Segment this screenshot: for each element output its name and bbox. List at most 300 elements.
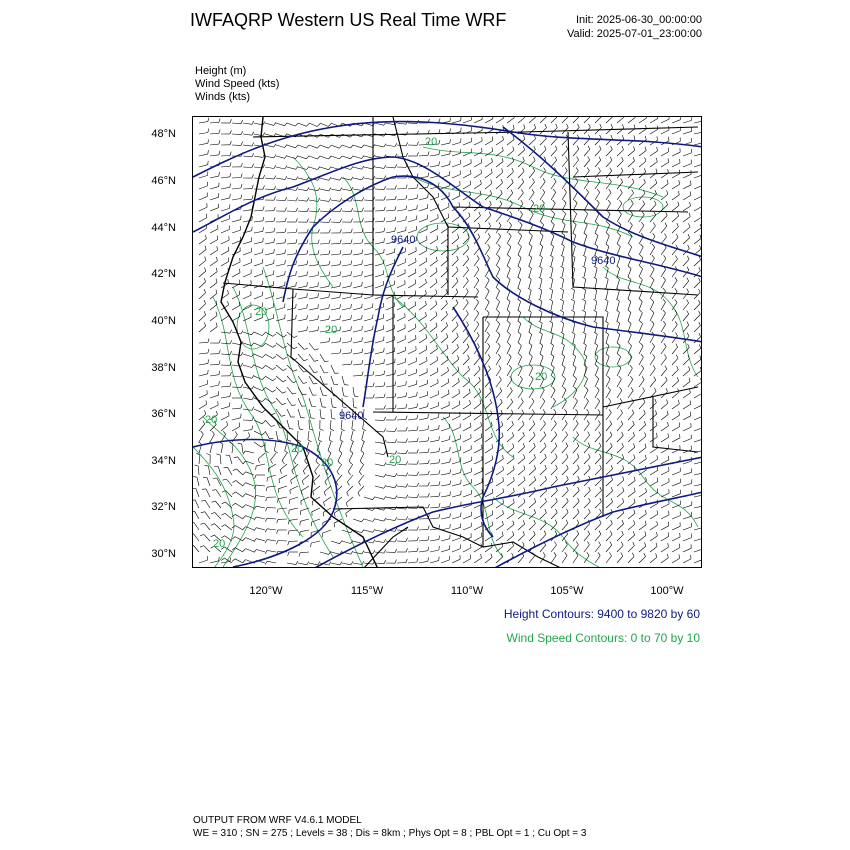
wind-barb <box>639 335 643 343</box>
wind-barb <box>474 313 479 321</box>
wind-barb <box>258 453 265 459</box>
wind-barb-flag <box>274 176 276 180</box>
wind-barb-flag <box>469 213 470 217</box>
wind-barb-flag <box>470 181 471 185</box>
wind-barb-flag <box>362 551 364 554</box>
wind-barb <box>256 550 265 553</box>
wind-barb <box>496 357 501 365</box>
wind-barb-flag <box>254 539 256 542</box>
wind-barb <box>441 282 448 288</box>
wind-barb-flag <box>208 359 209 363</box>
wind-barb-flag <box>446 289 448 293</box>
wind-barb-flag <box>556 509 558 513</box>
wind-barb <box>639 557 646 563</box>
wind-barb <box>215 512 221 519</box>
wind-barb-flag <box>610 168 612 171</box>
wind-barb <box>430 383 438 387</box>
init-time: Init: 2025-06-30_00:00:00 <box>576 14 702 26</box>
wind-barb-flag <box>508 343 511 346</box>
wind-barb <box>595 480 601 486</box>
wind-barb <box>573 356 576 365</box>
wind-barb <box>595 502 601 508</box>
wind-barb <box>595 435 601 442</box>
wind-barb <box>650 226 655 233</box>
wind-barb-flag <box>492 147 493 151</box>
wind-barb-flag <box>488 354 490 357</box>
wind-barb <box>265 332 273 336</box>
wind-barb-flag <box>657 117 658 119</box>
wind-barb <box>278 486 287 489</box>
wind-barb <box>441 326 448 332</box>
wind-barb-flag <box>700 356 701 360</box>
wind-contour <box>523 317 586 407</box>
wind-barb <box>430 327 437 333</box>
wind-barb <box>474 184 481 189</box>
wind-barb <box>507 481 514 486</box>
wind-barb-flag <box>395 439 397 443</box>
wind-barb <box>617 258 620 267</box>
wind-barb-flag <box>513 499 514 503</box>
wind-barb-flag <box>466 277 468 280</box>
wind-barb <box>639 269 643 277</box>
wind-barb-flag <box>578 476 580 480</box>
wind-barb <box>584 435 590 442</box>
wind-barb <box>331 189 340 191</box>
wind-barb-flag <box>691 181 692 185</box>
wind-barb <box>430 208 438 211</box>
wind-barb <box>408 407 417 409</box>
wind-barb <box>694 484 702 486</box>
wind-barb <box>485 448 493 453</box>
wind-barb-flag <box>586 189 589 192</box>
wind-barb <box>672 325 677 332</box>
wind-barb <box>540 469 546 475</box>
wind-barb-flag <box>208 370 209 374</box>
wind-barb-flag <box>273 356 276 359</box>
wind-barb-flag <box>436 301 437 305</box>
wind-barb <box>595 379 599 387</box>
wind-barb <box>518 535 525 541</box>
wind-barb-flag <box>243 461 246 464</box>
wind-barb-flag <box>600 465 602 469</box>
wind-barb <box>595 491 602 497</box>
wind-barb-flag <box>239 423 240 427</box>
wind-barb-flag <box>478 366 480 370</box>
wind-barb <box>496 369 501 377</box>
wind-barb-flag <box>481 554 482 558</box>
wind-barb <box>441 239 448 244</box>
wind-barb-flag <box>406 516 408 520</box>
wind-barb-flag <box>362 271 363 275</box>
variable-label-height: Height (m) <box>195 65 247 77</box>
wind-barb-flag <box>632 179 634 183</box>
wind-barb <box>309 343 315 350</box>
wind-barb <box>562 192 567 200</box>
wind-barb-flag <box>621 542 623 546</box>
wind-barb-flag <box>252 332 255 335</box>
wind-barb-flag <box>478 223 480 227</box>
wind-barb <box>254 123 263 125</box>
wind-barb <box>606 435 612 442</box>
wind-barb-flag <box>577 146 579 150</box>
wind-barb <box>235 503 243 508</box>
wind-barb-flag <box>323 512 324 516</box>
wind-barb <box>452 314 458 321</box>
wind-barb-flag <box>507 321 510 324</box>
wind-barb <box>336 475 342 482</box>
wind-barb <box>518 279 521 288</box>
wind-barb <box>207 478 210 487</box>
wind-contour-label: 20 <box>291 443 304 455</box>
wind-barb <box>210 133 219 134</box>
wind-barb-flag <box>587 167 589 170</box>
wind-barb-flag <box>274 451 277 453</box>
wind-barb-flag <box>589 124 591 128</box>
wind-barb <box>276 365 283 371</box>
lat-label: 32°N <box>151 501 176 513</box>
lat-label: 34°N <box>151 455 176 467</box>
wind-barb-flag <box>296 208 298 212</box>
wind-barb-flag <box>554 420 556 423</box>
wind-barb <box>551 357 554 366</box>
wind-barb-flag <box>373 529 375 532</box>
wind-barb <box>540 139 546 145</box>
wind-barb-flag <box>513 444 514 448</box>
wind-barb <box>639 380 644 387</box>
wind-barb-flag <box>560 299 564 301</box>
wind-barb <box>507 193 513 200</box>
wind-barb <box>430 485 439 486</box>
wind-barb <box>303 464 309 471</box>
wind-barb <box>694 293 700 300</box>
wind-barb-flag <box>201 523 205 524</box>
wind-barb-flag <box>362 239 363 243</box>
wind-barb <box>540 524 546 531</box>
wind-barb-flag <box>563 376 566 379</box>
wind-contour <box>573 437 698 527</box>
wind-barb <box>243 167 252 168</box>
wind-barb-flag <box>362 197 364 201</box>
wind-barb-flag <box>699 333 701 337</box>
wind-barb <box>199 353 208 354</box>
wind-barb-flag <box>549 277 552 279</box>
wind-barb-flag <box>304 348 308 350</box>
height-contour <box>193 122 702 177</box>
wind-barb-flag <box>597 189 599 192</box>
wind-barb-flag <box>687 289 689 293</box>
wind-barb <box>342 319 351 321</box>
wind-barb <box>246 494 254 497</box>
wind-barb-flag <box>384 417 386 421</box>
wind-barb <box>562 469 568 476</box>
wind-barb <box>298 330 307 332</box>
wind-barb <box>289 519 298 520</box>
wind-barb <box>617 379 621 387</box>
wind-barb-flag <box>652 343 654 346</box>
wind-barb-flag <box>521 189 523 192</box>
wind-barb <box>320 319 329 321</box>
wind-barb-flag <box>395 185 397 189</box>
wind-barb-flag <box>362 530 365 533</box>
wind-barb-flag <box>657 136 658 140</box>
wind-barb-flag <box>193 523 194 524</box>
wind-barb-flag <box>395 196 396 200</box>
wind-barb-flag <box>232 492 235 494</box>
wind-barb-flag <box>340 240 341 244</box>
wind-barb-flag <box>439 459 440 463</box>
wind-barb-flag <box>470 400 471 404</box>
wind-barb <box>694 416 702 420</box>
state-line <box>253 127 698 137</box>
wind-barb <box>496 481 504 486</box>
wind-barb-flag <box>510 387 512 390</box>
wind-barb <box>496 172 503 178</box>
wind-barb-flag <box>556 476 558 480</box>
wind-barb-flag <box>219 151 220 155</box>
wind-barb-flag <box>329 315 330 319</box>
wind-barb <box>452 142 461 145</box>
wind-barb <box>309 330 318 332</box>
wind-barb <box>254 354 262 358</box>
wind-barb <box>452 196 460 200</box>
wind-barb <box>474 471 482 475</box>
wind-barb <box>518 335 521 344</box>
wind-barb <box>353 156 362 159</box>
wind-barb <box>278 497 287 499</box>
wind-barb <box>661 226 667 233</box>
wind-barb <box>529 182 535 189</box>
wind-barb <box>661 493 669 497</box>
wind-barb-flag <box>274 155 276 158</box>
wind-barb <box>342 275 351 277</box>
wind-barb <box>463 427 471 431</box>
wind-barb <box>683 382 690 388</box>
wind-barb <box>397 385 406 387</box>
wind-barb-flag <box>687 300 689 304</box>
wind-barb <box>331 178 340 180</box>
wind-barb-flag <box>521 398 523 401</box>
wind-barb-flag <box>634 510 635 514</box>
wind-barb <box>694 538 702 541</box>
wind-barb <box>474 558 482 563</box>
wind-barb-flag <box>332 418 336 419</box>
wind-barb <box>232 273 240 277</box>
wind-barb-flag <box>351 304 352 308</box>
wind-barb <box>474 426 482 431</box>
wind-barb-flag <box>700 245 701 249</box>
wind-barb <box>342 541 351 544</box>
wind-barb <box>474 248 480 255</box>
wind-barb <box>518 301 521 310</box>
wind-barb <box>397 328 405 332</box>
wind-barb-flag <box>204 278 205 282</box>
wind-barb <box>236 481 243 487</box>
wind-barb <box>463 461 471 464</box>
wind-barb <box>463 142 471 145</box>
wind-barb <box>320 211 329 212</box>
wind-barb-flag <box>351 282 352 286</box>
wind-barb <box>386 486 395 488</box>
wind-barb <box>628 161 635 167</box>
wind-barb-flag <box>654 388 656 392</box>
wind-barb-flag <box>689 378 690 382</box>
wind-barb <box>606 236 609 244</box>
wind-barb-flag <box>351 551 353 554</box>
wind-barb <box>331 541 340 544</box>
wind-barb-flag <box>572 244 575 246</box>
wind-barb <box>221 343 230 344</box>
wind-barb <box>375 264 384 267</box>
wind-barb-flag <box>276 541 278 545</box>
wind-barb <box>529 225 533 233</box>
wind-barb <box>562 512 568 519</box>
wind-barb-flag <box>512 553 514 557</box>
wind-barb-flag <box>340 208 342 212</box>
wind-barb <box>430 360 438 365</box>
wind-barb-flag <box>497 332 500 335</box>
wind-barb <box>672 415 680 420</box>
wind-barb-flag <box>317 124 320 127</box>
wind-barb-flag <box>329 440 332 442</box>
wind-barb <box>210 197 219 200</box>
wind-barb-flag <box>271 460 273 464</box>
wind-barb <box>562 345 564 354</box>
wind-barb-flag <box>666 377 668 381</box>
wind-barb-flag <box>436 323 437 327</box>
wind-barb <box>683 559 691 563</box>
wind-barb-flag <box>574 211 577 214</box>
wind-barb-flag <box>510 211 512 214</box>
wind-barb-flag <box>406 450 408 454</box>
wind-barb <box>672 195 679 200</box>
wind-barb-flag <box>340 219 342 223</box>
wind-barb-flag <box>313 491 314 495</box>
wind-barb <box>606 480 613 486</box>
wind-barb-flag <box>395 539 397 543</box>
wind-barb <box>694 517 702 519</box>
wind-barb <box>441 143 450 145</box>
wind-barb <box>562 491 568 497</box>
wind-barb-flag <box>219 172 220 176</box>
wind-barb <box>661 403 668 409</box>
wind-barb <box>397 317 405 321</box>
wind-barb-flag <box>228 279 229 283</box>
wind-barb <box>386 497 395 499</box>
wind-barb <box>309 354 314 361</box>
wind-barb-flag <box>288 531 289 535</box>
wind-barb <box>628 247 632 255</box>
wind-barb-flag <box>577 432 579 435</box>
wind-barb-flag <box>439 546 440 550</box>
wind-barb-flag <box>645 147 646 151</box>
wind-barb-flag <box>428 173 429 177</box>
wind-barb-flag <box>555 443 557 447</box>
wind-barb-flag <box>417 494 419 498</box>
wind-barb-flag <box>653 365 655 368</box>
wind-barb <box>353 330 362 332</box>
wind-barb-flag <box>216 323 217 327</box>
wind-barb-flag <box>436 334 437 338</box>
wind-barb-flag <box>263 227 264 231</box>
wind-barb <box>254 332 262 336</box>
wind-barb-flag <box>395 484 397 487</box>
wind-barb-flag <box>567 498 569 502</box>
wind-barb-flag <box>417 152 419 156</box>
wind-barb <box>243 220 252 222</box>
wind-barb-flag <box>611 135 613 139</box>
wind-barb <box>562 379 566 387</box>
wind-barb <box>683 439 691 443</box>
wind-barb <box>584 446 590 453</box>
wind-barb <box>353 243 362 244</box>
wind-barb <box>386 167 395 168</box>
wind-barb-flag <box>436 279 437 283</box>
wind-barb <box>573 545 578 552</box>
wind-barb-flag <box>212 490 216 491</box>
wind-barb <box>650 503 658 508</box>
wind-barb-flag <box>497 266 500 269</box>
wind-barb <box>430 176 439 178</box>
wind-barb-flag <box>217 236 218 240</box>
wind-barb <box>584 182 589 190</box>
wind-barb <box>254 420 262 424</box>
wind-barb <box>551 469 557 475</box>
wind-barb <box>661 280 666 288</box>
wind-barb-flag <box>577 531 579 535</box>
wind-barb-flag <box>291 480 292 484</box>
wind-barb-flag <box>351 166 353 169</box>
wind-barb <box>694 132 702 134</box>
wind-barb <box>210 229 218 233</box>
wind-barb <box>496 470 504 475</box>
wind-barb <box>683 359 690 365</box>
wind-barb <box>529 257 532 266</box>
wind-barb-flag <box>663 288 666 291</box>
wind-barb-flag <box>339 145 342 148</box>
wind-barb <box>287 398 292 406</box>
wind-barb-flag <box>482 445 483 449</box>
wind-barb <box>276 232 285 233</box>
wind-barb-flag <box>304 359 308 360</box>
wind-barb <box>639 459 646 464</box>
wind-barb-flag <box>384 518 386 521</box>
wind-barb <box>639 204 645 211</box>
wind-barb-flag <box>598 409 600 412</box>
wind-barb <box>584 512 590 519</box>
wind-barb-flag <box>491 169 492 173</box>
wind-barb <box>562 412 567 420</box>
wind-barb <box>441 495 450 497</box>
wind-barb <box>342 156 351 159</box>
wind-barb <box>348 464 353 472</box>
wind-barb <box>573 512 579 519</box>
wind-barb <box>672 404 679 409</box>
wind-barb <box>661 324 666 332</box>
wind-barb-flag <box>556 124 558 128</box>
wind-barb <box>628 357 632 365</box>
wind-barb-flag <box>577 520 579 524</box>
wind-barb-flag <box>318 250 319 254</box>
wind-barb <box>246 483 254 486</box>
wind-barb-flag <box>318 208 320 212</box>
wind-barb-flag <box>329 167 332 170</box>
wind-barb <box>518 193 523 200</box>
wind-barb <box>573 323 575 332</box>
wind-barb <box>276 123 285 126</box>
wind-barb-flag <box>415 291 416 295</box>
wind-barb <box>199 175 208 178</box>
wind-barb-flag <box>629 343 632 346</box>
